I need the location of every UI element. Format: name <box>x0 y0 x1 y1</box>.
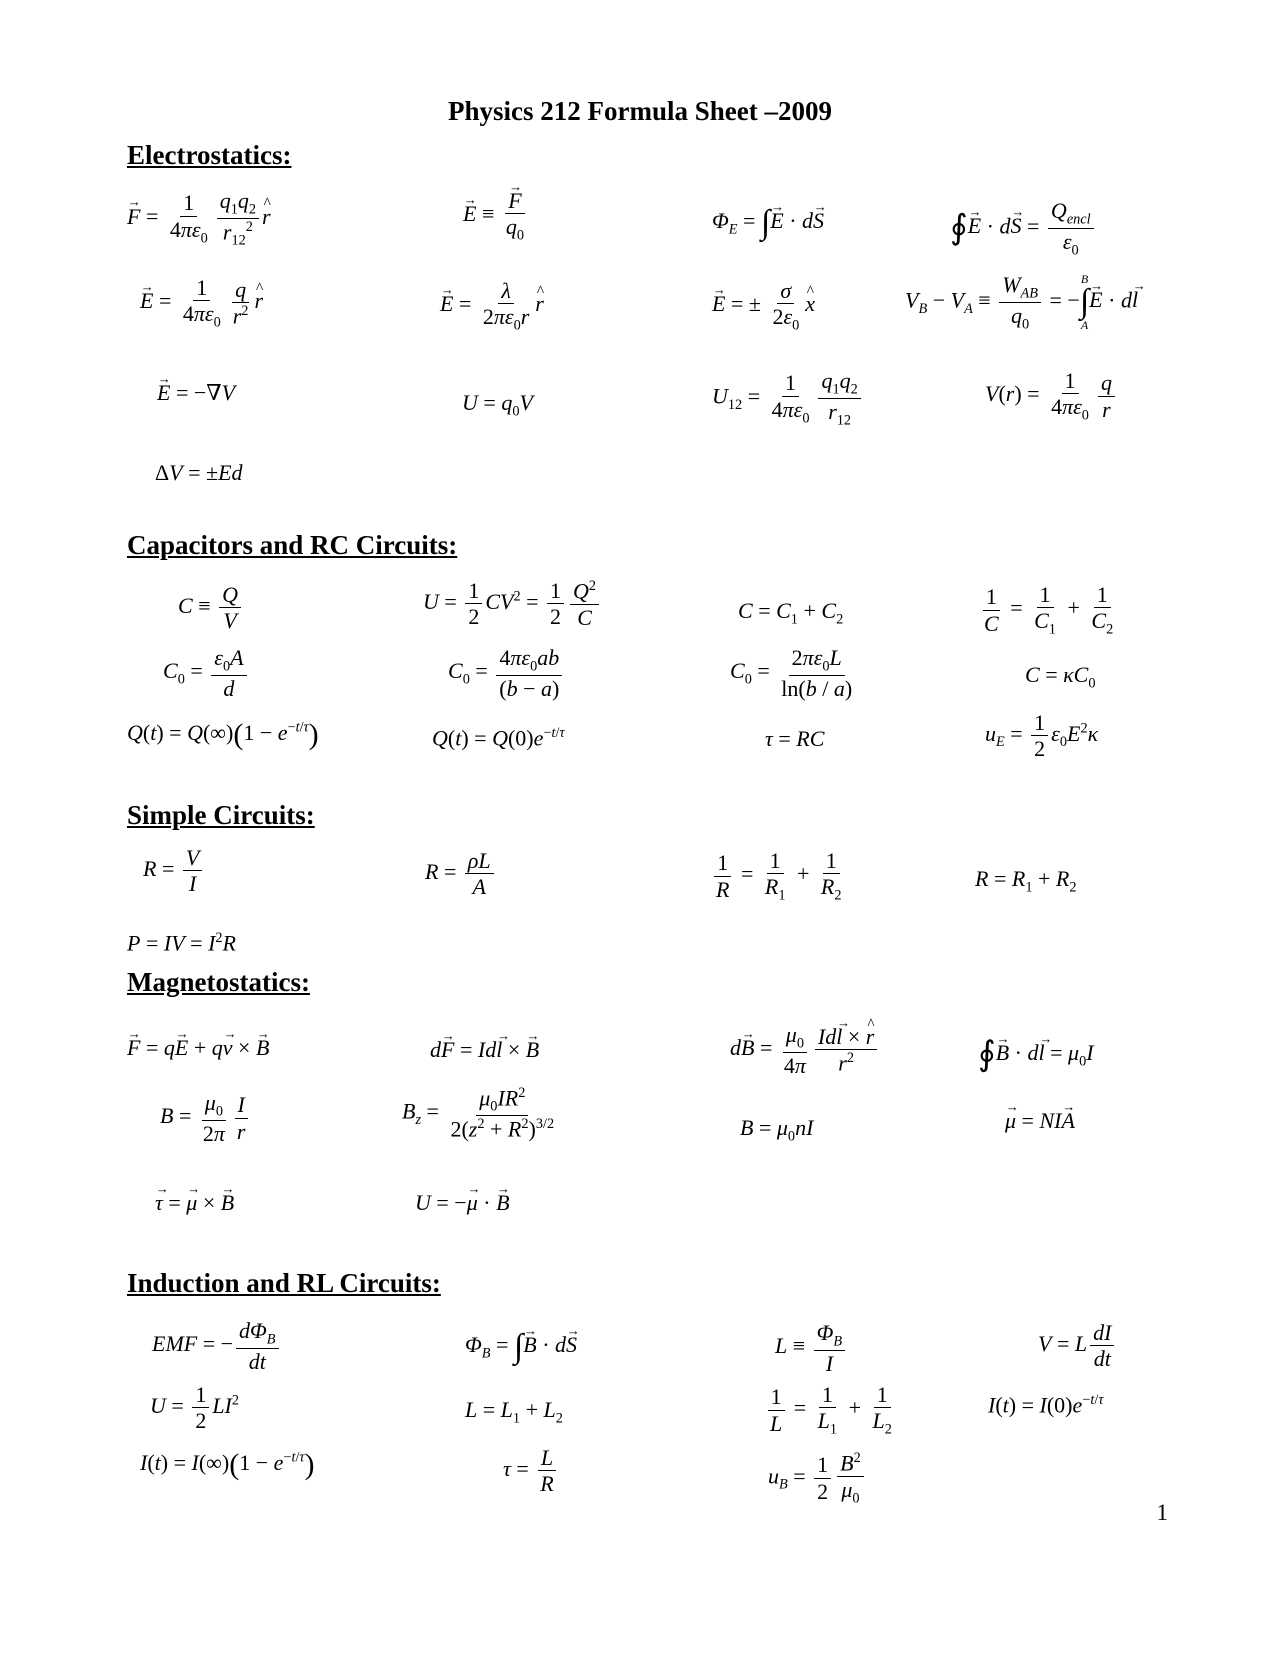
formula-solenoid-field: $B = \mu_0nI$ <box>740 1115 814 1145</box>
formula-resistors-series: $R = R_1 + R_2$ <box>975 866 1077 896</box>
formula-capacitor-energy: U = $\frac{1}{2}$ $CV^2$ = $\frac{1}{2}$ $\frac{Q^2}{C}$ <box>423 578 602 630</box>
formula-inductors-series: $L = L_1 + L_2$ <box>465 1397 563 1427</box>
formula-electric-energy-density: $u_E$ = $\frac{1}{2}$ $\varepsilon_0E^2\kappa$ <box>985 710 1099 762</box>
formula-magnetic-moment: → μ = NI→ A <box>1005 1108 1075 1134</box>
section-heading-electrostatics: Electrostatics: <box>127 140 292 170</box>
formula-rl-growth: $I(t) = I(\infty)(1 - e^{-t/\tau})$ <box>140 1448 315 1481</box>
page-title: Physics 212 Formula Sheet –2009 <box>448 96 832 126</box>
formula-dipole-energy: U = −→ μ · → B <box>415 1190 510 1216</box>
formula-sheet-field: → E = ± $\frac{\sigma}{2\varepsilon_0}$ ^ x <box>712 278 815 334</box>
formula-potential-energy: $U = q_0V$ <box>462 390 533 420</box>
formula-rl-time-constant: τ = $\frac{L}{R}$ <box>503 1445 560 1497</box>
formula-capacitors-series: $\frac{1}{C}$ = $\frac{1}{C_1}$ + $\frac{1}{C_2}$ <box>984 582 1114 638</box>
formula-gauss-law: ∮→ E · d→ S = $\frac{Q_{encl}}{\varepsilon_0}$ <box>950 198 1097 259</box>
formula-field-gradient: → E = −∇V <box>157 380 235 406</box>
formula-inductors-parallel: $\frac{1}{L}$ = $\frac{1}{L_1}$ + $\frac{1}{L_2}$ <box>764 1382 898 1438</box>
section-heading-magnetostatics: Magnetostatics: <box>127 967 310 997</box>
formula-resistors-parallel: $\frac{1}{R}$ = $\frac{1}{R_1}$ + $\frac{1}{R_2}$ <box>716 848 842 904</box>
formula-long-wire-field: B = $\frac{\mu_0}{2\pi}$ $\frac{I}{r}$ <box>160 1090 251 1146</box>
formula-wire-force: d→ F = Id→ l × → B <box>430 1037 539 1063</box>
formula-biot-savart: d→ B = $\frac{\mu_0}{4\pi}$ $\frac{Id\to l \times \^{} r}{r^2}$ <box>730 1022 880 1078</box>
formula-inductor-voltage: V = L $\frac{dI}{dt}$ <box>1038 1320 1117 1372</box>
formula-uniform-potential: ΔV = ±Ed <box>155 460 243 485</box>
formula-dielectric-capacitance: $C = \kappa C_0$ <box>1025 662 1096 692</box>
formula-electric-flux: $\Phi_E$ = ∫→ E · d→ S <box>712 206 824 240</box>
formula-torque: → τ = → μ × → B <box>155 1190 234 1216</box>
formula-resistivity: R = $\frac{\rho L}{A}$ <box>425 848 497 900</box>
formula-ohms-law: R = $\frac{V}{I}$ <box>143 845 205 897</box>
formula-loop-axis-field: $B_z$ = $\frac{\mu_0IR^2}{2(z^2 + R^2)^{3/2}}$ <box>402 1085 555 1142</box>
formula-point-potential: V(r) = $\frac{1}{4\pi\varepsilon_0}$ $\frac{q}{r}$ <box>985 368 1118 424</box>
formula-coulomb-force: → F = $\frac{1}{4\pi\varepsilon_0}$ $\frac{q_1q_2}{r_{12}^2}$ ^ r <box>127 188 271 249</box>
formula-parallel-plate: $C_0$ = $\frac{\varepsilon_0A}{d}$ <box>163 645 250 701</box>
formula-rl-decay: $I(t) = I(0)e^{-t/\tau}$ <box>988 1392 1104 1418</box>
formula-magnetic-flux: $\Phi_B$ = ∫→ B · d→ S <box>465 1330 577 1364</box>
formula-point-charge-field: → E = $\frac{1}{4\pi\varepsilon_0}$ $\frac{q}{r^2}$ ^ r <box>140 275 263 331</box>
formula-potential-difference: $V_B - V_A$ ≡ $\frac{W_{AB}}{q_0}$ = − B ∫ A → E · d→ l <box>905 272 1138 333</box>
formula-two-charge-energy: $U_{12}$ = $\frac{1}{4\pi\varepsilon_0}$ $\frac{q_1q_2}{r_{12}}$ <box>712 368 864 429</box>
formula-inductor-energy: U = $\frac{1}{2}$ $LI^2$ <box>150 1382 240 1434</box>
formula-rc-charging: $Q(t) = Q(\infty)(1 - e^{-t/\tau})$ <box>127 718 319 751</box>
formula-capacitors-parallel: $C = C_1 + C_2$ <box>738 598 844 628</box>
formula-ampere-law: ∮→ $B \cdot d\to l = \mu_0I$ <box>978 1038 1094 1072</box>
formula-inductance: L ≡ $\frac{\Phi_B}{I}$ <box>775 1320 848 1376</box>
formula-spherical-capacitor: $C_0$ = $\frac{4\pi\varepsilon_0ab}{(b - a)}$ <box>448 645 565 701</box>
formula-field-definition: → E ≡ → $\frac{F}{q_0}$ <box>463 188 530 244</box>
formula-rc-discharging: $Q(t) = Q(0)e^{-t/\tau}$ <box>432 725 565 751</box>
formula-rc-time-constant: τ = RC <box>765 726 825 751</box>
formula-faraday-emf: EMF = − $\frac{d\Phi_B}{dt}$ <box>152 1318 282 1374</box>
page-number: 1 <box>1156 1500 1168 1525</box>
formula-line-charge-field: → E = $\frac{\lambda}{2\pi\varepsilon_0r}$ ^ r <box>440 278 544 334</box>
section-heading-simple-circuits: Simple Circuits: <box>127 800 315 830</box>
formula-capacitance: C ≡ $\frac{Q}{V}$ <box>178 582 244 634</box>
formula-lorentz-force: → F = q→ E + q→ v × → B <box>127 1035 269 1061</box>
formula-cylindrical-capacitor: $C_0$ = $\frac{2\pi\varepsilon_0L}{\ln(b / a)}$ <box>730 645 853 701</box>
section-heading-capacitors: Capacitors and RC Circuits: <box>127 530 458 560</box>
formula-electric-power: P = IV = $I^2R$ <box>127 930 236 956</box>
formula-magnetic-energy-density: $u_B$ = $\frac{1}{2}$ $\frac{B^2}{\mu_0}$ <box>768 1450 867 1506</box>
section-heading-induction: Induction and RL Circuits: <box>127 1268 441 1298</box>
